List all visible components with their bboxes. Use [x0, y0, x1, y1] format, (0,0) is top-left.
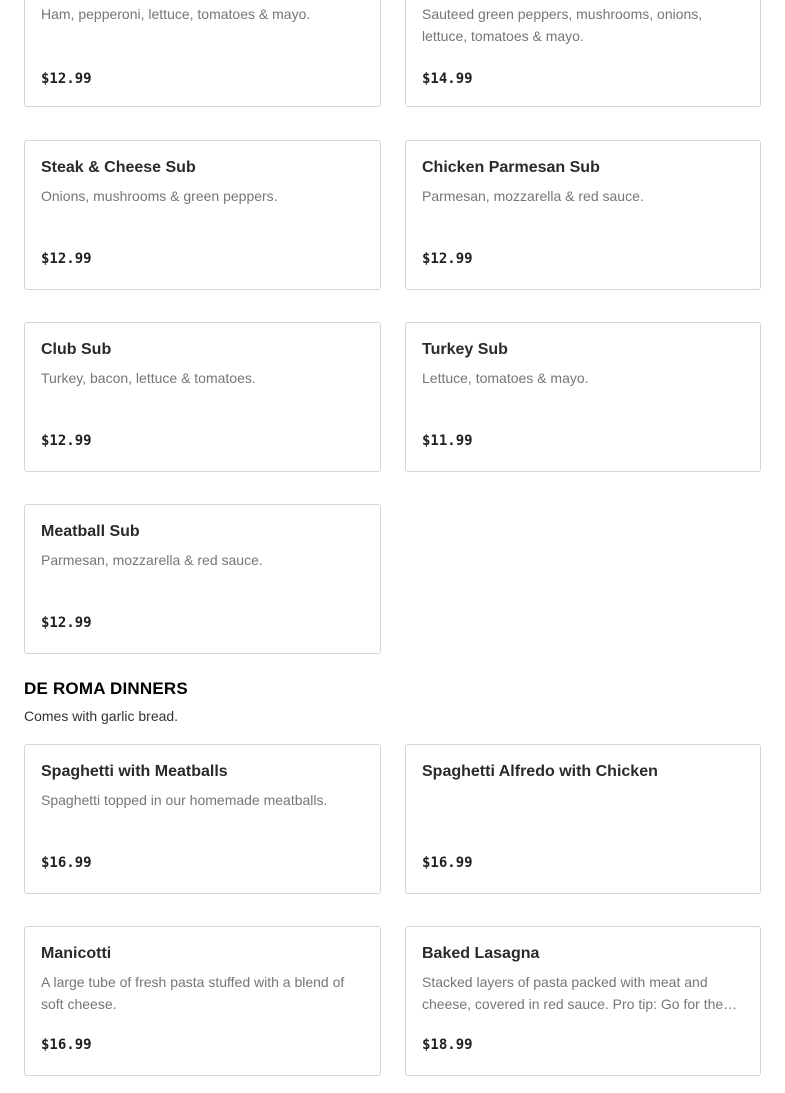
menu-item-name: Spaghetti with Meatballs — [41, 763, 228, 780]
menu-item-price: $14.99 — [422, 71, 473, 87]
menu-item-price: $12.99 — [41, 433, 92, 449]
menu-item-price: $11.99 — [422, 433, 473, 449]
menu-item-price: $18.99 — [422, 1037, 473, 1053]
section-subtitle: Comes with garlic bread. — [24, 708, 179, 724]
menu-item-card[interactable] — [24, 0, 381, 107]
menu-item-price: $12.99 — [41, 71, 92, 87]
menu-item-price: $16.99 — [422, 855, 473, 871]
menu-item-description: Onions, mushrooms & green peppers. — [41, 188, 278, 204]
menu-item-name: Meatball Sub — [41, 523, 140, 540]
menu-item-description: Lettuce, tomatoes & mayo. — [422, 370, 589, 386]
menu-item-price: $16.99 — [41, 855, 92, 871]
menu-item-description: Turkey, bacon, lettuce & tomatoes. — [41, 370, 256, 386]
menu-item-name: Club Sub — [41, 341, 112, 358]
section-title: DE ROMA DINNERS — [24, 679, 188, 698]
menu-item-card[interactable] — [24, 504, 381, 654]
menu-item-name: Spaghetti Alfredo with Chicken — [422, 763, 658, 780]
menu-item-price: $12.99 — [422, 251, 473, 267]
menu-item-description: Spaghetti topped in our homemade meatballs. — [41, 792, 328, 808]
menu-item-description: Stacked layers of pasta packed with meat and cheese, covered in red sauce. Pro tip: Go for the… — [422, 974, 738, 1012]
menu-item-name: Chicken Parmesan Sub — [422, 159, 600, 176]
menu-item-card[interactable] — [405, 744, 761, 894]
menu-item-price: $12.99 — [41, 251, 92, 267]
menu-item-name: Manicotti — [41, 945, 112, 962]
menu-item-description: Parmesan, mozzarella & red sauce. — [41, 552, 263, 568]
menu-item-card[interactable] — [24, 322, 381, 472]
menu-item-card[interactable] — [24, 140, 381, 290]
menu-item-description: Parmesan, mozzarella & red sauce. — [422, 188, 644, 204]
menu-item-card[interactable] — [405, 926, 761, 1076]
menu-item-description: Sauteed green peppers, mushrooms, onions, lettuce, tomatoes & mayo. — [422, 6, 703, 44]
menu-item-card[interactable] — [405, 322, 761, 472]
menu-item-name: Baked Lasagna — [422, 945, 540, 962]
menu-item-description: A large tube of fresh pasta stuffed with a blend of soft cheese. — [41, 974, 345, 1012]
menu-item-description: Ham, pepperoni, lettuce, tomatoes & mayo. — [41, 6, 311, 22]
menu-item-name: Turkey Sub — [422, 341, 508, 358]
menu-item-card[interactable] — [405, 140, 761, 290]
menu-item-price: $16.99 — [41, 1037, 92, 1053]
menu-item-name: Steak & Cheese Sub — [41, 159, 196, 176]
menu-item-price: $12.99 — [41, 615, 92, 631]
menu-item-card[interactable] — [24, 744, 381, 894]
menu-item-card[interactable] — [405, 0, 761, 107]
menu-item-card[interactable] — [24, 926, 381, 1076]
